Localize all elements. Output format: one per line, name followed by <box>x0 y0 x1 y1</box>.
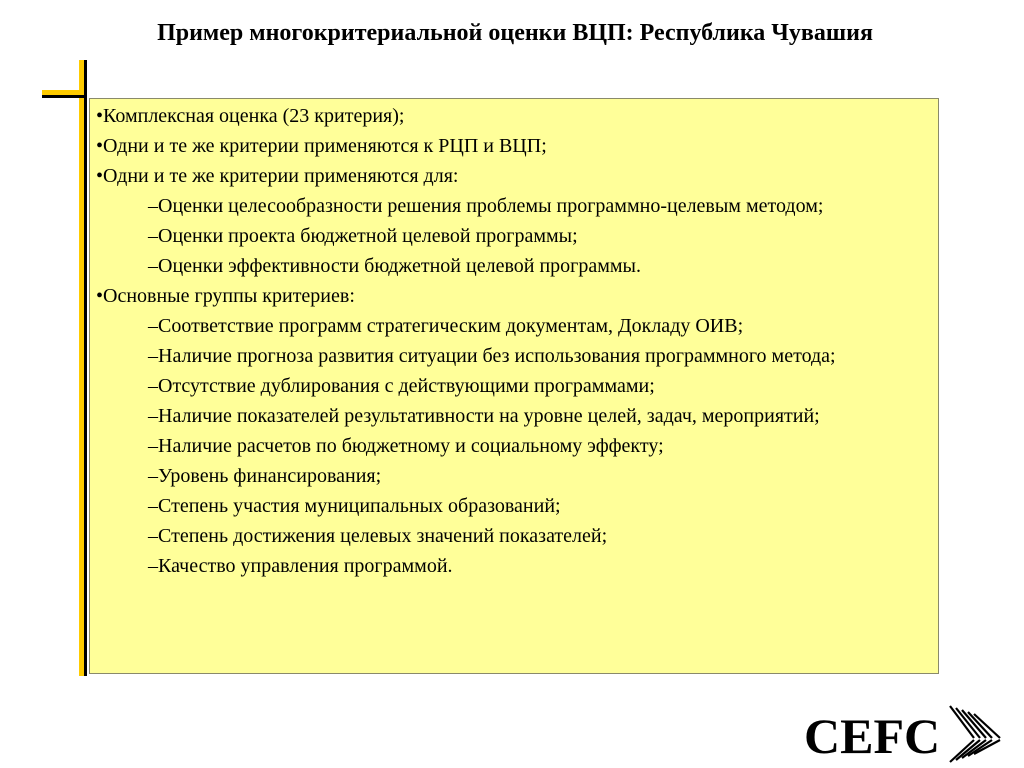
sub-bullet-item: –Наличие расчетов по бюджетному и социальному эффекту; <box>148 435 664 457</box>
sub-bullet-item: –Оценки эффективности бюджетной целевой программы. <box>148 255 641 277</box>
bullet-item: •Комплексная оценка (23 критерия); <box>96 105 405 127</box>
sub-bullet-item: –Оценки целесообразности решения проблемы программно-целевым методом; <box>148 195 824 217</box>
sub-bullet-item: –Качество управления программой. <box>148 555 453 577</box>
cefc-logo <box>804 704 1014 764</box>
bullet-list <box>96 105 936 578</box>
bullet-item: •Одни и те же критерии применяются для: <box>96 165 459 187</box>
content-box <box>89 98 939 674</box>
sub-bullet-item: –Отсутствие дублирования с действующими программами; <box>148 375 655 397</box>
sub-bullet-item: –Степень достижения целевых значений показателей; <box>148 525 608 547</box>
sub-bullet-item: –Наличие прогноза развития ситуации без использования программного метода; <box>148 345 836 367</box>
striped-arrow-logo-icon <box>944 704 1008 764</box>
slide-title: Пример многокритериальной оценки ВЦП: Республика Чувашия <box>157 20 873 46</box>
decorative-horizontal-line <box>42 95 87 98</box>
sub-bullet-item: –Уровень финансирования; <box>148 465 382 487</box>
sub-bullet-item: –Оценки проекта бюджетной целевой программы; <box>148 225 578 247</box>
decorative-vertical-line <box>84 60 87 676</box>
sub-bullet-item: –Наличие показателей результативности на уровне целей, задач, мероприятий; <box>148 405 820 427</box>
bullet-item: •Основные группы критериев: <box>96 285 355 307</box>
sub-bullet-item: –Соответствие программ стратегическим документам, Докладу ОИВ; <box>148 315 744 337</box>
bullet-item: •Одни и те же критерии применяются к РЦП и ВЦП; <box>96 135 547 157</box>
logo-text: CEFC <box>804 708 941 764</box>
sub-bullet-item: –Степень участия муниципальных образований; <box>148 495 561 517</box>
